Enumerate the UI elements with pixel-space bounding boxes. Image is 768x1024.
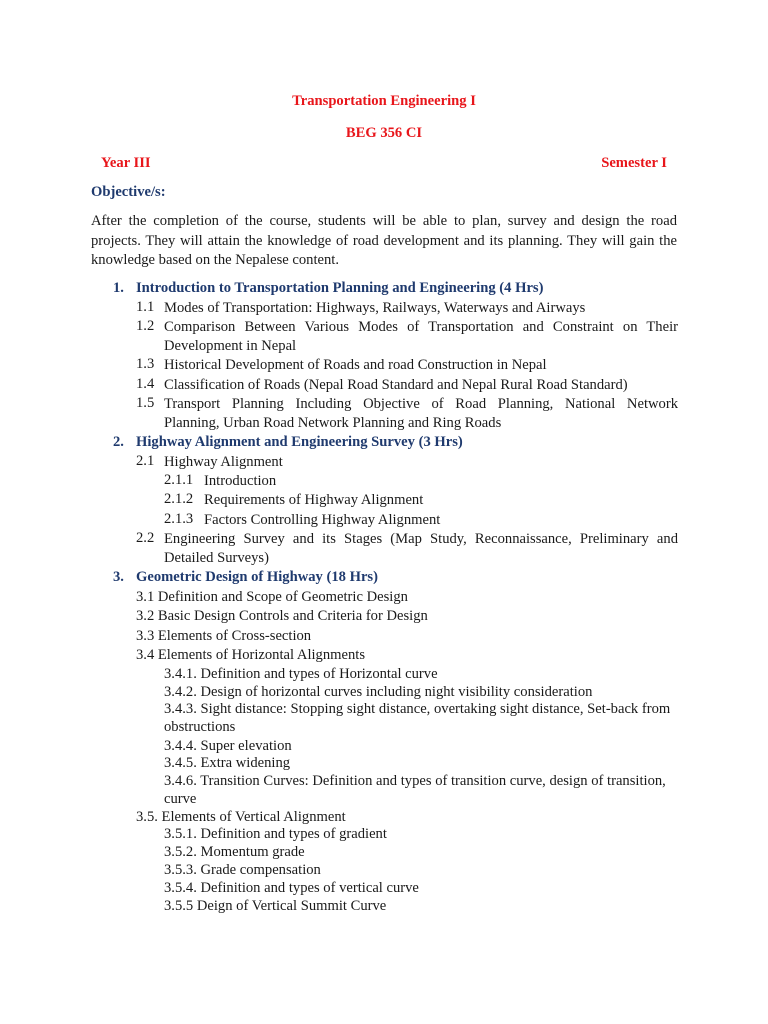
item-text: Requirements of Highway Alignment (204, 492, 424, 508)
item-text: Development in Nepal (164, 338, 297, 354)
item-text: 3.5.5 Deign of Vertical Summit Curve (164, 898, 387, 914)
section-title: Geometric Design of Highway (18 Hrs) (136, 569, 378, 585)
item-number: 1.2 (136, 318, 155, 334)
item-text: Modes of Transportation: Highways, Railways, Waterways and Airways (164, 300, 586, 316)
item-text: Comparison Between Various Modes of Transportation and Constraint on Their (164, 319, 678, 335)
item-number: 2.2 (136, 530, 155, 546)
item-text: Introduction (204, 473, 277, 489)
course-code: BEG 356 CI (345, 125, 423, 141)
section-title: Introduction to Transportation Planning and Engineering (4 Hrs) (136, 280, 544, 296)
item-text: Classification of Roads (Nepal Road Standard and Nepal Rural Road Standard) (164, 377, 628, 393)
objective-line: knowledge based on the Nepalese content. (91, 252, 340, 268)
item-text: Historical Development of Roads and road Construction in Nepal (164, 357, 547, 373)
item-number: 2.1 (136, 453, 155, 469)
item-text: 3.5.3. Grade compensation (164, 862, 321, 878)
section-number: 2. (113, 434, 124, 450)
item-number: 2.1.2 (164, 491, 194, 507)
item-text: 3.4.5. Extra widening (164, 755, 291, 771)
item-text: curve (164, 791, 197, 807)
item-text: 3.4.3. Sight distance: Stopping sight distance, overtaking sight distance, Set-back from (164, 701, 671, 717)
item-text: Factors Controlling Highway Alignment (204, 512, 441, 528)
item-number: 1.1 (136, 299, 155, 315)
course-title: Transportation Engineering I (292, 93, 476, 109)
item-text: 3.5.4. Definition and types of vertical curve (164, 880, 419, 896)
item-text: 3.4.4. Super elevation (164, 738, 292, 754)
item-text: obstructions (164, 719, 236, 735)
item-text: 3.5.1. Definition and types of gradient (164, 826, 387, 842)
item-text: 3.1 Definition and Scope of Geometric Design (136, 589, 408, 605)
section-title: Highway Alignment and Engineering Survey (3 Hrs) (136, 434, 463, 450)
item-text: 3.2 Basic Design Controls and Criteria for Design (136, 608, 428, 624)
item-text: Engineering Survey and its Stages (Map Study, Reconnaissance, Preliminary and (164, 531, 678, 547)
objective-heading: Objective/s: (91, 184, 166, 200)
item-text: 3.4 Elements of Horizontal Alignments (136, 647, 366, 663)
item-text: 3.4.2. Design of horizontal curves including night visibility consideration (164, 684, 593, 700)
item-text: Highway Alignment (164, 454, 283, 470)
item-number: 2.1.3 (164, 511, 194, 527)
item-number: 1.4 (136, 376, 155, 392)
year-label: Year III (101, 155, 151, 171)
objective-line: projects. They will attain the knowledge of road development and its planning. They will gain the (91, 233, 677, 249)
objective-line: After the completion of the course, students will be able to plan, survey and design the road (91, 213, 677, 229)
section-number: 3. (113, 569, 124, 585)
item-text: Detailed Surveys) (164, 550, 269, 566)
item-number: 1.3 (136, 356, 155, 372)
semester-label: Semester I (601, 155, 667, 171)
item-text: 3.5. Elements of Vertical Alignment (136, 809, 346, 825)
item-number: 2.1.1 (164, 472, 194, 488)
section-number: 1. (113, 280, 124, 296)
item-text: 3.3 Elements of Cross-section (136, 628, 312, 644)
item-text: 3.5.2. Momentum grade (164, 844, 305, 860)
item-text: Planning, Urban Road Network Planning and Ring Roads (164, 415, 502, 431)
item-text: 3.4.6. Transition Curves: Definition and types of transition curve, design of transition, (164, 773, 666, 789)
item-text: 3.4.1. Definition and types of Horizontal curve (164, 666, 438, 682)
item-text: Transport Planning Including Objective of Road Planning, National Network (164, 396, 678, 412)
item-number: 1.5 (136, 395, 155, 411)
